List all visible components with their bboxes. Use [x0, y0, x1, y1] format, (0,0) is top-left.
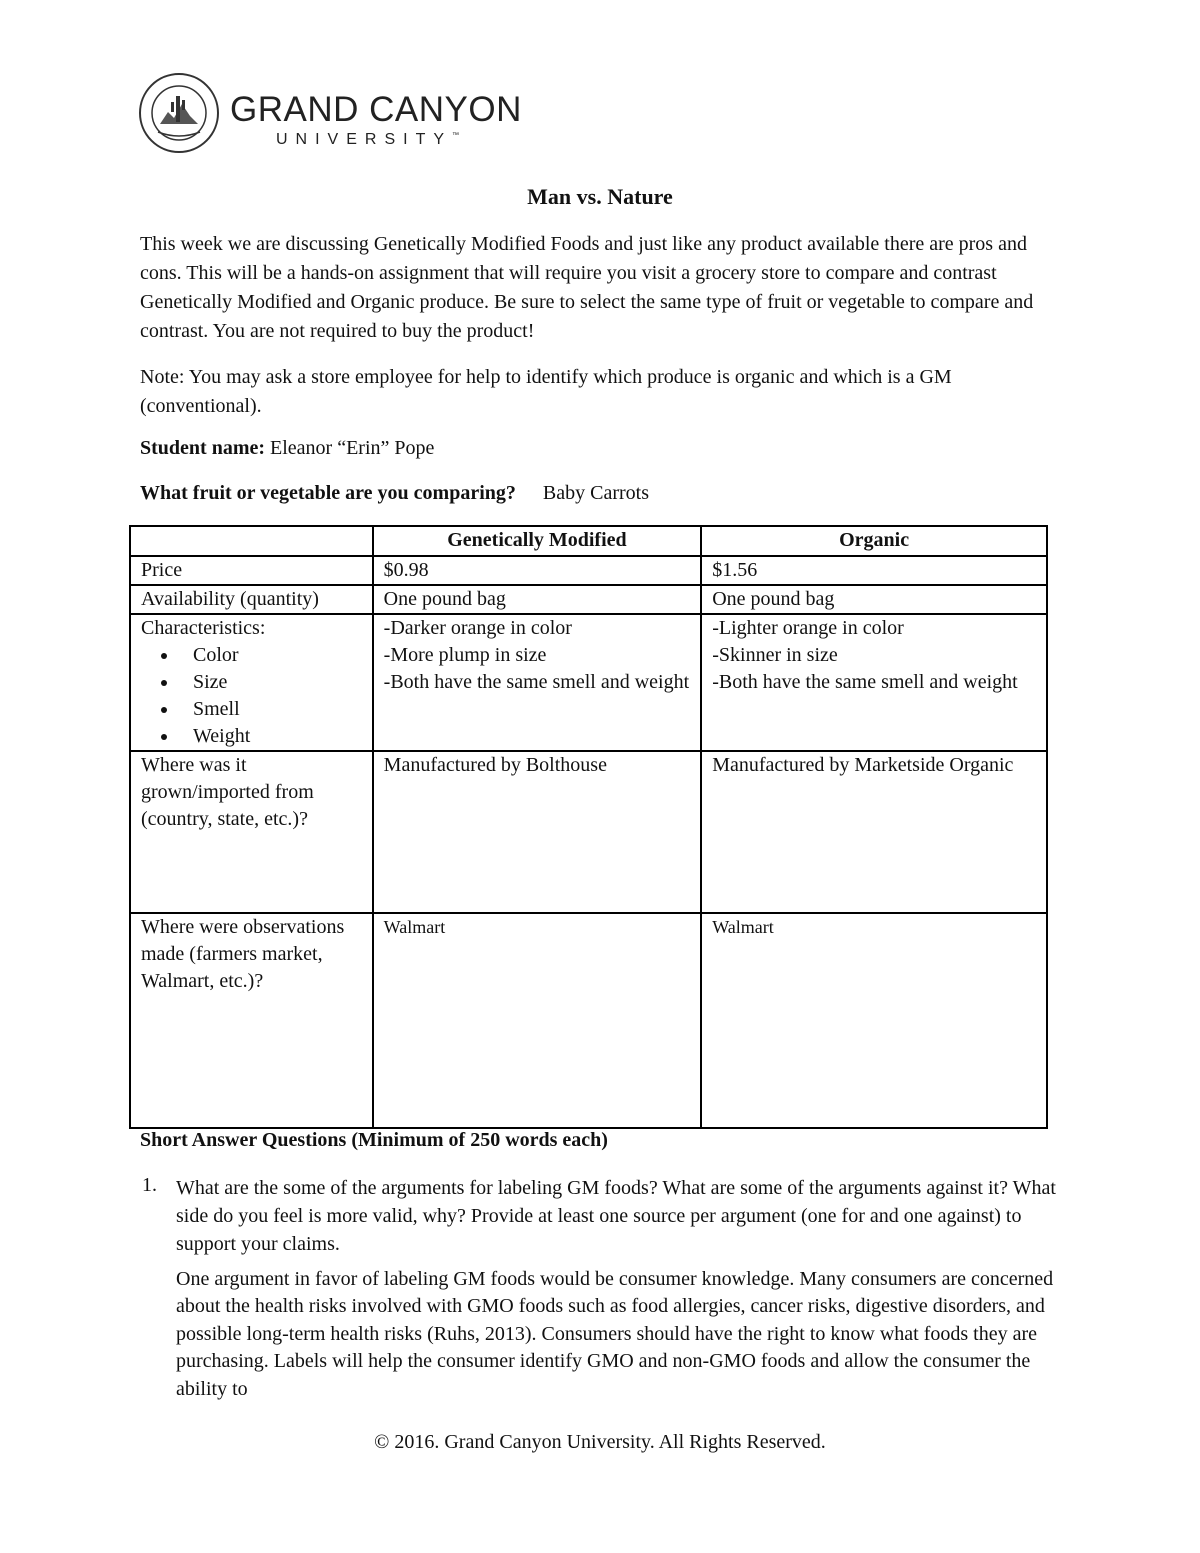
note-paragraph: Note: You may ask a store employee for help to identify which produce is organic and which is a GM (conventional).: [140, 366, 952, 417]
answer-paragraph: One argument in favor of labeling GM foods would be consumer knowledge. Many consumers are concerned about the health risks involved with GMO foods such as food allergies, cancer risks, digestive disorders, and possible long-term health risks (Ruhs, 2013). Consumers should have the right to know what foods they are purchasing. Labels will help the consumer identify GMO and non-GMO foods and allow the consumer the ability to: [176, 1268, 1054, 1400]
list-item: • Size: [179, 669, 362, 696]
list-item: • Weight: [179, 723, 362, 750]
comparing-field: [140, 482, 649, 505]
row-label: Availability (quantity): [130, 585, 373, 614]
characteristics-list: [141, 642, 362, 750]
row-label: Characteristics:: [141, 617, 266, 639]
organic-smell-weight: -Both have the same smell and weight: [712, 671, 1018, 693]
table-header-organic: Organic: [701, 526, 1047, 556]
organic-color: -Lighter orange in color: [712, 617, 904, 639]
short-answer-heading: Short Answer Questions (Minimum of 250 words each): [140, 1129, 608, 1151]
gm-value: Walmart: [373, 913, 702, 1128]
gm-smell-weight: -Both have the same smell and weight: [383, 671, 690, 693]
table-row-price: [130, 556, 1047, 585]
intro-paragraph: This week we are discussing Genetically Modified Foods and just like any product available there are pros and cons. This will be a hands-on assignment that will require you visit a grocery store to compare and contrast Genetically Modified and Organic produce. Be sure to select the same type of fruit or vegetable to compare and contrast. You are not required to buy the product!: [140, 233, 1034, 342]
row-label-cell: [130, 614, 373, 751]
copyright-footer: © 2016. Grand Canyon University. All Rights Reserved.: [374, 1431, 826, 1453]
table-row-characteristics: [130, 614, 1047, 751]
comparing-value: Baby Carrots: [542, 482, 649, 504]
question-number: 1.: [142, 1174, 157, 1196]
table-row-origin: [130, 751, 1047, 913]
row-label: Where was it grown/imported from (country, state, etc.)?: [130, 751, 373, 913]
table-header-row: [130, 526, 1047, 556]
row-label: Price: [130, 556, 373, 585]
gm-value: One pound bag: [373, 585, 702, 614]
gm-size: -More plump in size: [383, 644, 547, 666]
table-row-observations: [130, 913, 1047, 1128]
organic-value: Walmart: [701, 913, 1047, 1128]
brand-subtitle: UNIVERSITY™: [276, 131, 460, 148]
student-name-value: Eleanor “Erin” Pope: [270, 437, 435, 459]
row-label: Where were observations made (farmers market, Walmart, etc.)?: [130, 913, 373, 1128]
gm-value: Manufactured by Bolthouse: [373, 751, 702, 913]
gm-characteristics: [373, 614, 702, 751]
list-item: • Smell: [179, 696, 362, 723]
gm-color: -Darker orange in color: [383, 617, 572, 639]
list-item: • Color: [179, 642, 362, 669]
table-header-gm: Genetically Modified: [373, 526, 702, 556]
page-title: Man vs. Nature: [527, 184, 673, 209]
organic-value: One pound bag: [701, 585, 1047, 614]
organic-value: Manufactured by Marketside Organic: [701, 751, 1047, 913]
brand-name: GRAND CANYON: [230, 90, 522, 129]
gm-value: $0.98: [373, 556, 702, 585]
table-row-availability: [130, 585, 1047, 614]
organic-size: -Skinner in size: [712, 644, 838, 666]
comparison-table: [129, 525, 1048, 1129]
student-name-label: Student name:: [140, 437, 266, 459]
table-header-empty: [130, 526, 373, 556]
university-seal-icon: [138, 72, 220, 154]
comparing-label: What fruit or vegetable are you comparing?: [140, 482, 516, 504]
student-name-field: [140, 437, 434, 460]
organic-characteristics: [701, 614, 1047, 751]
question-text: What are the some of the arguments for labeling GM foods? What are some of the arguments against it? What side do you feel is more valid, why? Provide at least one source per argument (one for and one against) to support your claims.: [176, 1177, 1056, 1255]
organic-value: $1.56: [701, 556, 1047, 585]
university-logo: [138, 72, 522, 152]
